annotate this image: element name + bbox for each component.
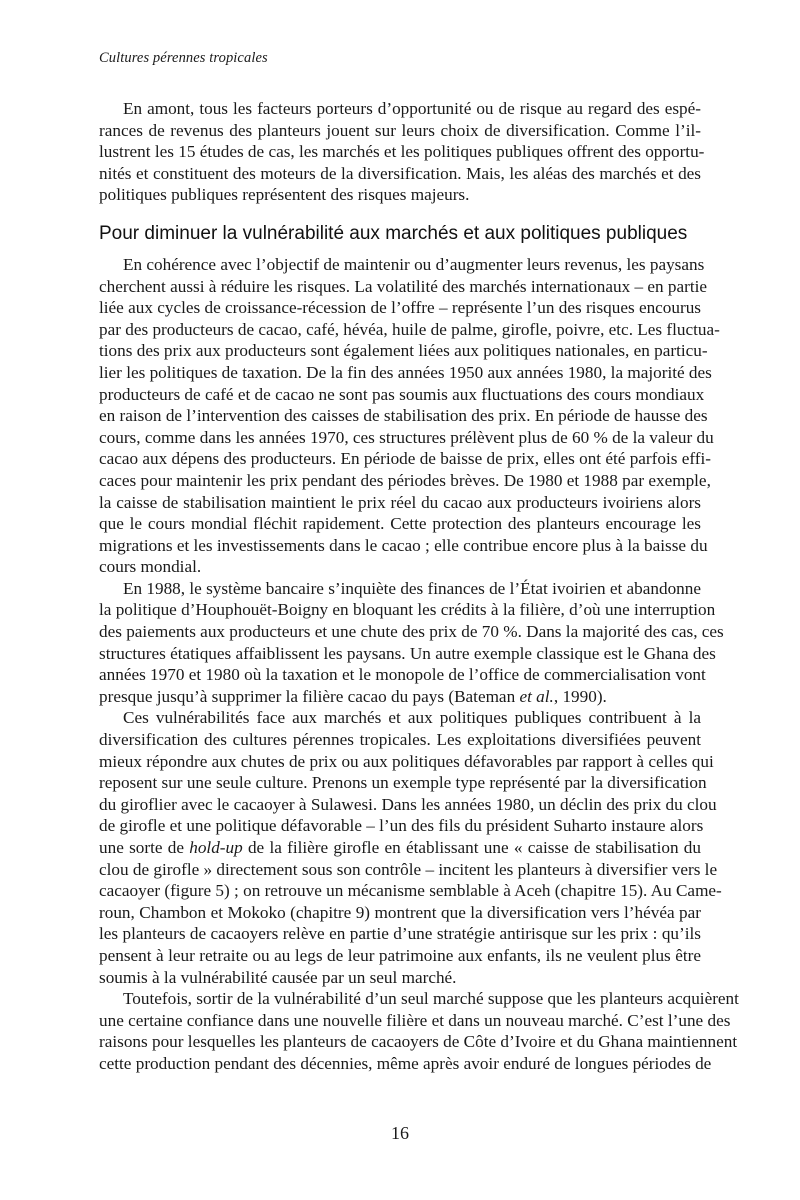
text-line: clou de girofle » directement sous son contrôle – incitent les planteurs à diversifier vers le [99,859,718,879]
text-line: lier les politiques de taxation. De la fin des années 1950 aux années 1980, la majorité des [99,362,712,382]
page-body [99,98,739,1075]
text-line: politiques publiques représentent des risques majeurs. [99,185,470,205]
paragraph-confidence [99,988,739,1074]
text-line: du giroflier avec le cacaoyer à Sulawesi. Dans les années 1980, un déclin des prix du clou [99,794,717,814]
text-line: de girofle et une politique défavorable – l’un des fils du président Suharto instaure alors [99,816,704,836]
text-line: En 1988, le système bancaire s’inquiète des finances de l’État ivoirien et abandonne [123,578,701,598]
text-line: cours mondial. [99,557,202,577]
text-line: diversification des cultures pérennes tropicales. Les exploitations diversifiées peuvent [99,730,701,750]
text-line: soumis à la vulnérabilité causée par un seul marché. [99,967,457,987]
section-heading: Pour diminuer la vulnérabilité aux marchés et aux politiques publiques [99,222,688,244]
text-line: en raison de l’intervention des caisses de stabilisation des prix. En période de hausse des [99,406,708,426]
text-line: pensent à leur retraite ou au legs de leur patrimoine aux enfants, ils ne veulent plus être [99,945,701,965]
text-line: par des producteurs de cacao, café, hévéa, huile de palme, girofle, poivre, etc. Les fluctua- [99,319,720,339]
running-head: Cultures pérennes tropicales [99,50,268,66]
text-line: raisons pour lesquelles les planteurs de cacaoyers de Côte d’Ivoire et du Ghana maintiennent [99,1032,738,1052]
text-line: les planteurs de cacaoyers relève en partie d’une stratégie antirisque sur les prix : qu’ils [99,924,701,944]
text-line: rances de revenus des planteurs jouent sur leurs choix de diversification. Comme l’il- [99,120,701,140]
text-line: lustrent les 15 études de cas, les marchés et les politiques publiques offrent des opportu- [99,142,705,162]
text-line: mieux répondre aux chutes de prix ou aux politiques défavorables par rapport à celles qui [99,751,714,771]
text-line: cacaoyer (figure 5) ; on retrouve un mécanisme semblable à Aceh (chapitre 15). Au Came- [99,881,722,901]
text-line: structures étatiques affaiblissent les paysans. Un autre exemple classique est le Ghana des [99,643,716,663]
paragraph-diversification [99,707,722,988]
text-line: une certaine confiance dans une nouvelle filière et dans un nouveau marché. C’est l’une des [99,1010,731,1030]
paragraph-volatility [99,254,720,578]
text-line: des paiements aux producteurs et une chute des prix de 70 %. Dans la majorité des cas, ces [99,622,724,642]
text-line: Ces vulnérabilités face aux marchés et aux politiques publiques contribuent à la [123,708,701,728]
paragraph-1988-crisis [99,578,724,708]
text-line: presque jusqu’à supprimer la filière cacao du pays (Bateman et al., 1990). [99,686,607,706]
text-line: que le cours mondial fléchit rapidement. Cette protection des planteurs encourage les [99,514,701,534]
text-line: la caisse de stabilisation maintient le prix réel du cacao aux producteurs ivoiriens alors [99,492,701,512]
text-line: années 1970 et 1980 où la taxation et le monopole de l’office de commercialisation vont [99,665,706,685]
text-line: une sorte de hold-up de la filière girofle en établissant une « caisse de stabilisation du [99,838,701,857]
text-line: cours, comme dans les années 1970, ces structures prélèvent plus de 60 % de la valeur du [99,427,714,447]
text-line: migrations et les investissements dans le cacao ; elle contribue encore plus à la baisse du [99,535,708,555]
text-line: liée aux cycles de croissance-récession de l’offre – représente l’un des risques encourus [99,298,701,318]
text-line: cherchent aussi à réduire les risques. La volatilité des marchés internationaux – en partie [99,276,708,296]
text-line: En amont, tous les facteurs porteurs d’opportunité ou de risque au regard des espé- [123,99,701,118]
text-line: En cohérence avec l’objectif de maintenir ou d’augmenter leurs revenus, les paysans [123,254,705,274]
text-line: producteurs de café et de cacao ne sont pas soumis aux fluctuations des cours mondiaux [99,384,705,404]
text-line: reposent sur une seule culture. Prenons un exemple type représenté par la diversification [99,773,707,793]
text-line: nités et constituent des moteurs de la diversification. Mais, les aléas des marchés et des [99,163,701,183]
text-line: cette production pendant des décennies, même après avoir enduré de longues périodes de [99,1053,712,1073]
paragraph-intro [99,98,705,206]
text-line: caces pour maintenir les prix pendant des périodes brèves. De 1980 et 1988 par exemple, [99,470,711,490]
text-line: cacao aux dépens des producteurs. En période de baisse de prix, elles ont été parfois effi- [99,449,711,469]
text-line: tions des prix aux producteurs sont également liées aux politiques nationales, en particu- [99,341,708,361]
page-number: 16 [391,1123,409,1143]
text-line: roun, Chambon et Mokoko (chapitre 9) montrent que la diversification vers l’hévéa par [99,902,701,922]
text-line: la politique d’Houphouët-Boigny en bloquant les crédits à la filière, d’où une interruption [99,600,716,620]
text-line: Toutefois, sortir de la vulnérabilité d’un seul marché suppose que les planteurs acquièrent [123,989,739,1009]
